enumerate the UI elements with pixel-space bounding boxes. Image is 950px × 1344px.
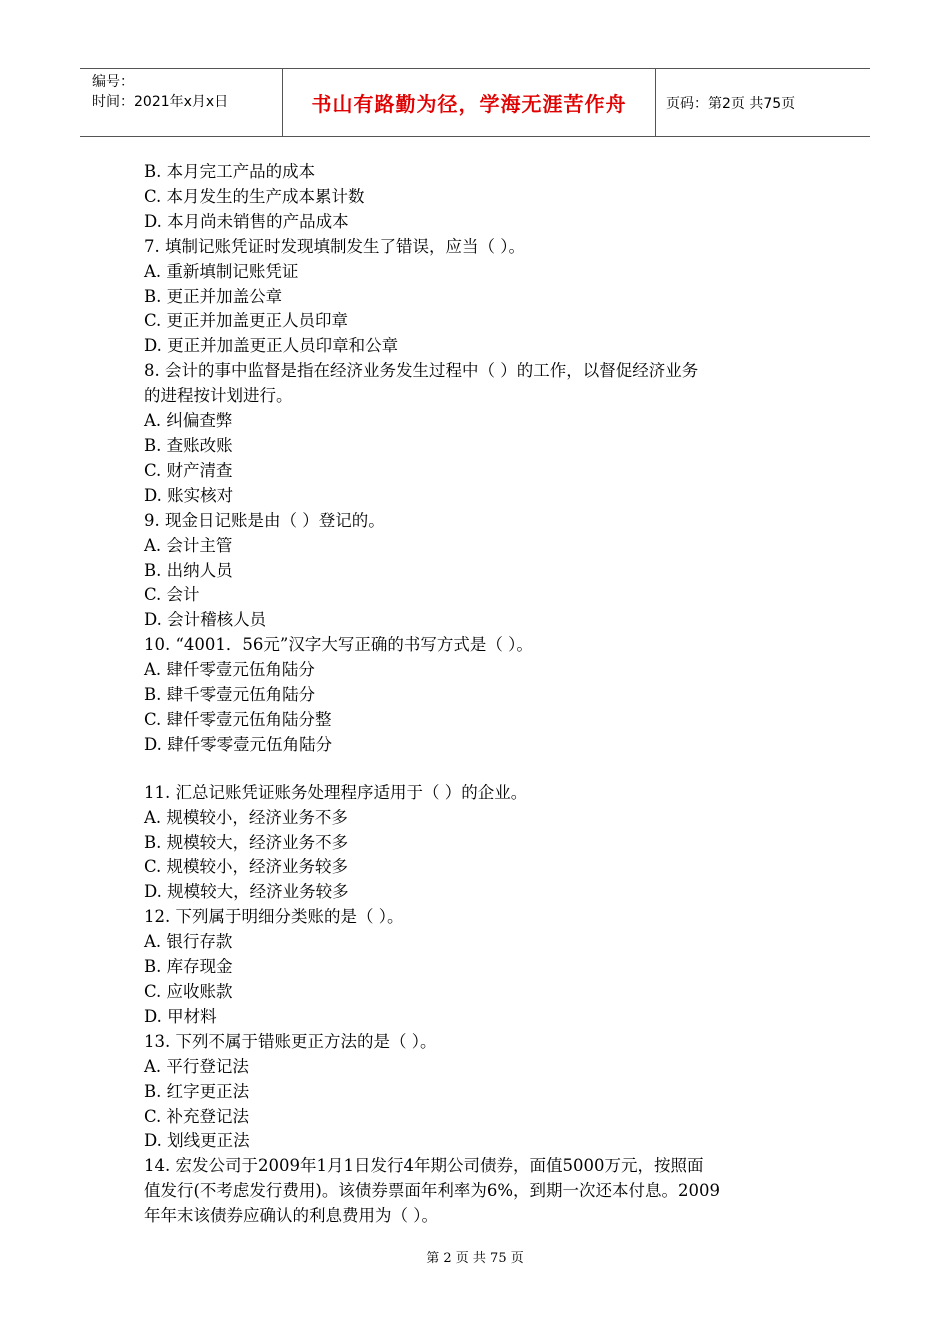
text-line: C. 应收账款 bbox=[144, 982, 233, 1001]
text-line: C. 财产清查 bbox=[144, 460, 233, 480]
text-line: 10. “4001．56元”汉字大写正确的书写方式是（ ）。 bbox=[144, 635, 533, 655]
text-line: A. 规模较小，经济业务不多 bbox=[144, 807, 348, 827]
text-line: A. 重新填制记账凭证 bbox=[144, 261, 299, 281]
text-line: 9. 现金日记账是由（ ）登记的。 bbox=[144, 510, 385, 530]
text-line: B. 红字更正法 bbox=[144, 1081, 250, 1101]
text-line: 7. 填制记账凭证时发现填制发生了错误，应当（ ）。 bbox=[144, 236, 525, 256]
exam-question-content bbox=[144, 160, 814, 1229]
text-line: B. 肆千零壹元伍角陆分 bbox=[144, 685, 316, 705]
text-line: C. 规模较小，经济业务较多 bbox=[144, 857, 349, 877]
text-line: 的进程按计划进行。 bbox=[144, 386, 293, 406]
text-line: 13. 下列不属于错账更正方法的是（ ）。 bbox=[144, 1031, 437, 1051]
text-line: B. 规模较大，经济业务不多 bbox=[144, 832, 349, 852]
text-line: D. 划线更正法 bbox=[144, 1131, 250, 1151]
text-line: C. 补充登记法 bbox=[144, 1106, 250, 1126]
blank-line bbox=[144, 758, 814, 781]
text-line: B. 更正并加盖公章 bbox=[144, 286, 283, 306]
text-line: D. 会计稽核人员 bbox=[144, 610, 267, 630]
text-line: D. 账实核对 bbox=[144, 485, 234, 505]
text-line: B. 查账改账 bbox=[144, 435, 233, 455]
text-line: D. 本月尚未销售的产品成本 bbox=[144, 211, 349, 231]
header-page-label: 页码：第2页 共75页 bbox=[666, 95, 796, 112]
text-line: D. 肆仟零零壹元伍角陆分 bbox=[144, 734, 333, 754]
text-line: C. 肆仟零壹元伍角陆分整 bbox=[144, 709, 332, 729]
text-line: D. 甲材料 bbox=[144, 1006, 217, 1026]
text-line: B. 本月完工产品的成本 bbox=[144, 162, 316, 181]
text-line: D. 更正并加盖更正人员印章和公章 bbox=[144, 336, 399, 356]
page-footer: 第 2 页 共 75 页 bbox=[426, 1251, 524, 1266]
text-line: 年年末该债券应确认的利息费用为（ ）。 bbox=[144, 1206, 438, 1226]
text-line: C. 会计 bbox=[144, 585, 200, 605]
text-line: C. 更正并加盖更正人员印章 bbox=[144, 311, 349, 331]
text-line: D. 规模较大，经济业务较多 bbox=[144, 882, 349, 902]
text-line: 值发行(不考虑发行费用)。该债券票面年利率为6%，到期一次还本付息。2009 bbox=[144, 1181, 721, 1201]
text-line: B. 出纳人员 bbox=[144, 560, 233, 580]
text-line: A. 纠偏查弊 bbox=[144, 411, 233, 431]
document-date-label: 时间：2021年x月x日 bbox=[92, 94, 229, 110]
text-line: B. 库存现金 bbox=[144, 957, 233, 977]
text-line: A. 平行登记法 bbox=[144, 1056, 249, 1076]
text-line: 12. 下列属于明细分类账的是（ ）。 bbox=[144, 907, 404, 927]
text-line: 11. 汇总记账凭证账务处理程序适用于（ ）的企业。 bbox=[144, 782, 528, 802]
text-line: A. 会计主管 bbox=[144, 535, 233, 555]
text-line: 8. 会计的事中监督是指在经济业务发生过程中（ ）的工作，以督促经济业务 bbox=[144, 361, 699, 381]
text-line: A. 银行存款 bbox=[144, 932, 233, 952]
document-number-label: 编号： bbox=[92, 74, 134, 90]
page-header bbox=[80, 68, 870, 137]
text-line: 14. 宏发公司于2009年1月1日发行4年期公司债券，面值5000万元，按照面 bbox=[144, 1156, 704, 1176]
text-line: A. 肆仟零壹元伍角陆分 bbox=[144, 660, 315, 680]
text-line: C. 本月发生的生产成本累计数 bbox=[144, 186, 365, 206]
header-motto: 书山有路勤为径，学海无涯苦作舟 bbox=[282, 69, 656, 136]
header-info-cell bbox=[80, 69, 282, 136]
